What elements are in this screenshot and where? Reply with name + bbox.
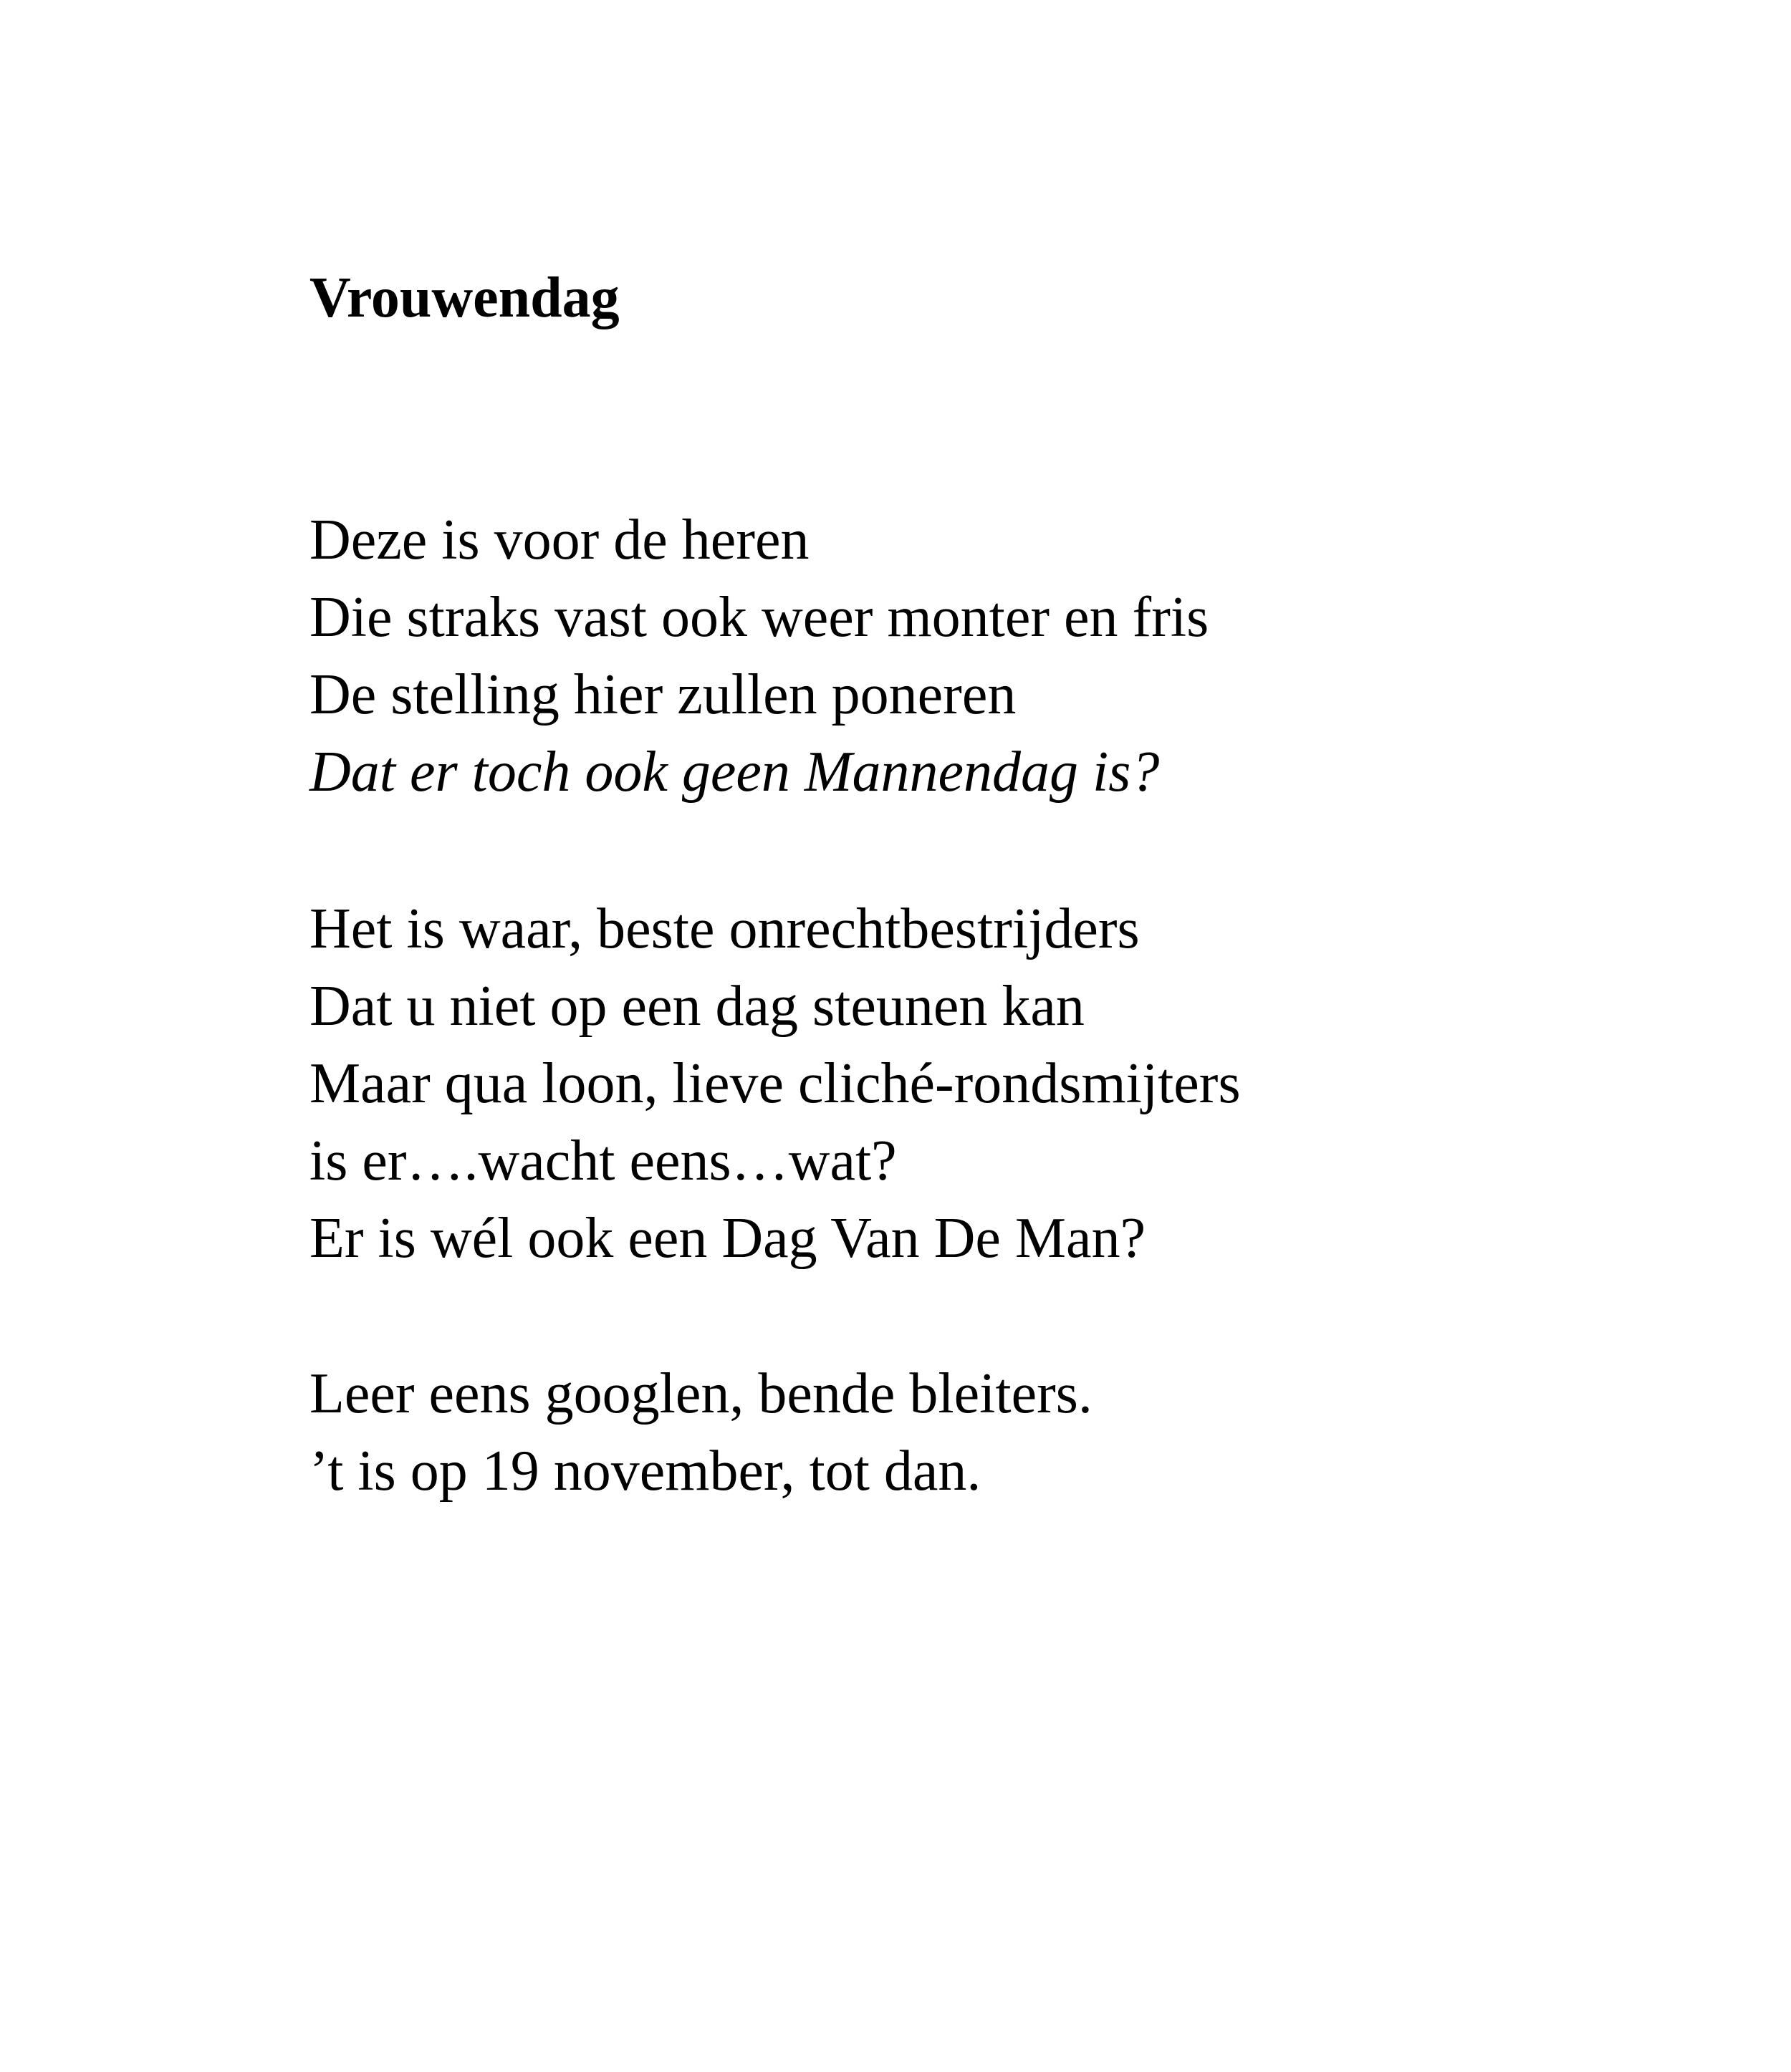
- poem-line: Er is wél ook een Dag Van De Man?: [309, 1207, 1146, 1270]
- poem-title: Vrouwendag: [309, 266, 620, 329]
- poem-line: Leer eens googlen, bende bleiters.: [309, 1362, 1093, 1425]
- poem-page: [309, 0, 1671, 2072]
- stanza-3: [309, 1355, 1093, 1510]
- poem-line: Die straks vast ook weer monter en fris: [309, 586, 1209, 649]
- poem-line: is er….wacht eens…wat?: [309, 1129, 897, 1192]
- poem-line: ’t is op 19 november, tot dan.: [309, 1440, 981, 1503]
- poem-line: Dat u niet op een dag steunen kan: [309, 975, 1085, 1038]
- stanza-1: [309, 501, 1209, 811]
- poem-line: Deze is voor de heren: [309, 509, 810, 572]
- poem-line: Het is waar, beste onrechtbestrijders: [309, 897, 1140, 960]
- poem-line: De stelling hier zullen poneren: [309, 663, 1017, 726]
- poem-line-italic: Dat er toch ook geen Mannendag is?: [309, 741, 1160, 804]
- stanza-2: [309, 890, 1241, 1277]
- poem-line: Maar qua loon, lieve cliché-rondsmijters: [309, 1052, 1241, 1115]
